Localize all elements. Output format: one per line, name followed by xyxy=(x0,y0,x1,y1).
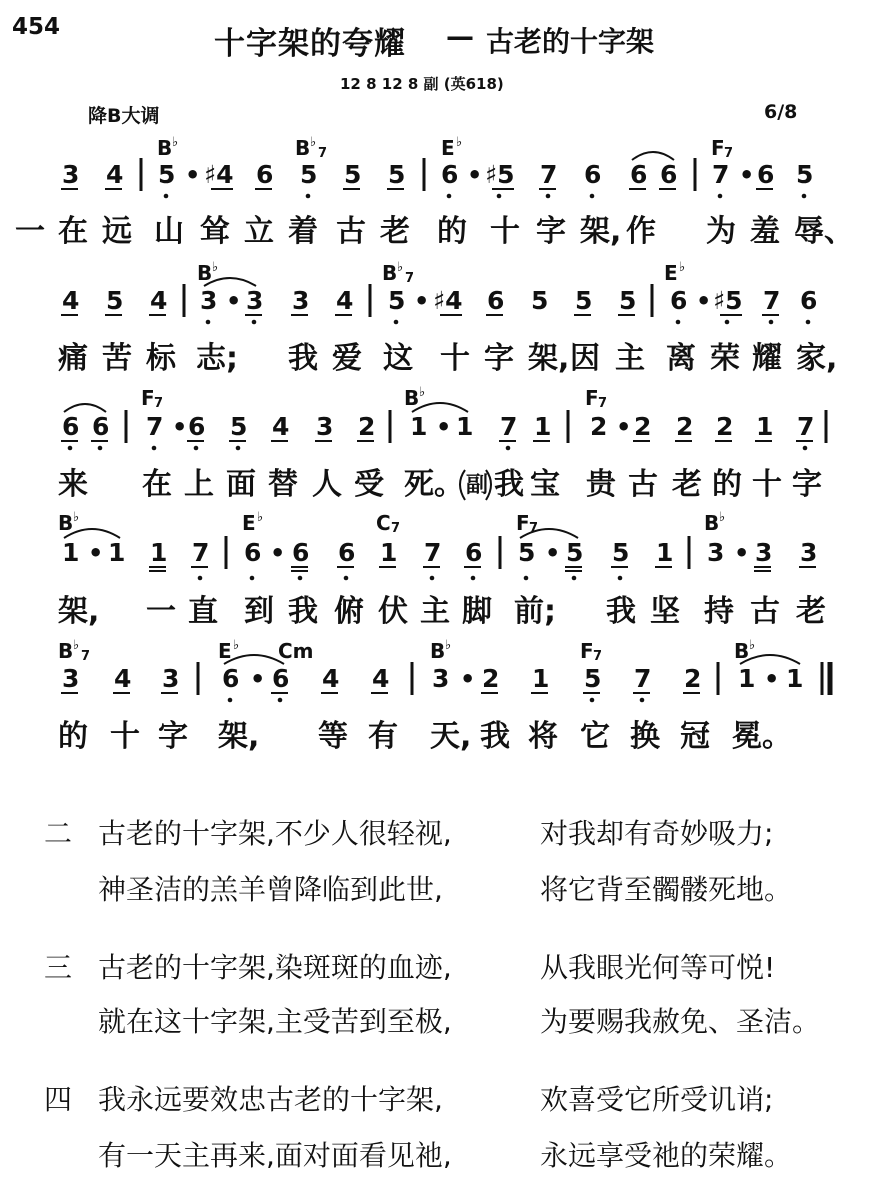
chord-symbol: B xyxy=(734,639,750,663)
svg-text:羞: 羞 xyxy=(750,214,780,249)
svg-text:来: 来 xyxy=(58,467,88,502)
svg-text:5: 5 xyxy=(531,286,549,315)
svg-text:4: 4 xyxy=(372,664,390,693)
verse-line: 神圣洁的羔羊曾降临到此世, xyxy=(98,873,443,906)
lyric-line-1 xyxy=(15,214,854,249)
octave-dots xyxy=(198,576,623,581)
hymn-subtitle: 古老的十字架 xyxy=(486,25,655,58)
svg-text:♭: ♭ xyxy=(257,510,264,525)
svg-text:7: 7 xyxy=(146,412,164,441)
svg-text:7: 7 xyxy=(405,271,415,286)
chord-symbol: F xyxy=(711,136,725,160)
svg-text:1: 1 xyxy=(410,412,428,441)
svg-text:5: 5 xyxy=(584,664,602,693)
svg-text:作: 作 xyxy=(626,214,656,249)
tie-arc xyxy=(632,152,674,160)
svg-text:一: 一 xyxy=(146,594,176,629)
note-row xyxy=(62,412,814,441)
svg-text:7: 7 xyxy=(192,538,210,567)
svg-text:2: 2 xyxy=(358,412,376,441)
svg-text:宝: 宝 xyxy=(530,467,560,502)
svg-text:受: 受 xyxy=(354,467,384,502)
svg-text:•: • xyxy=(270,539,286,567)
chord-symbol: B xyxy=(295,136,311,160)
svg-text:伏: 伏 xyxy=(378,594,408,629)
svg-text:它: 它 xyxy=(580,719,610,754)
svg-text:•: • xyxy=(764,665,780,693)
svg-text:6: 6 xyxy=(244,538,262,567)
svg-text:辱、: 辱、 xyxy=(794,214,854,249)
system-1 xyxy=(15,135,854,249)
svg-text:冕。: 冕。 xyxy=(732,719,792,754)
verse-line: 就在这十字架,主受苦到至极, xyxy=(98,1005,452,1038)
svg-text:2: 2 xyxy=(634,412,652,441)
svg-text:7: 7 xyxy=(318,146,328,161)
svg-text:1: 1 xyxy=(656,538,674,567)
svg-text:3: 3 xyxy=(707,538,725,567)
verse-line: 古老的十字架,不少人很轻视, xyxy=(98,817,452,850)
octave-dots xyxy=(164,194,807,199)
svg-text:十: 十 xyxy=(110,719,140,754)
svg-text:十: 十 xyxy=(752,467,782,502)
svg-text:2: 2 xyxy=(716,412,734,441)
svg-text:•: • xyxy=(88,539,104,567)
svg-text:•: • xyxy=(545,539,561,567)
lyric-line-3 xyxy=(58,467,822,502)
svg-text:俯: 俯 xyxy=(334,594,364,629)
svg-text:5: 5 xyxy=(575,286,593,315)
hymn-title: 十字架的夸耀 xyxy=(214,26,406,62)
svg-text:♭: ♭ xyxy=(719,510,726,525)
verse-line: 欢喜受它所受讥诮; xyxy=(540,1083,774,1116)
svg-text:6: 6 xyxy=(465,538,483,567)
svg-text:3: 3 xyxy=(246,286,264,315)
svg-text:字: 字 xyxy=(484,341,514,376)
svg-text:痛: 痛 xyxy=(58,341,88,376)
svg-text:3: 3 xyxy=(800,538,818,567)
svg-text:6: 6 xyxy=(800,286,818,315)
verse-line: 我永远要效忠古老的十字架, xyxy=(98,1083,443,1116)
svg-text:♭: ♭ xyxy=(310,135,317,150)
svg-text:等: 等 xyxy=(318,719,348,754)
svg-text:♭: ♭ xyxy=(212,260,219,275)
note-row xyxy=(62,286,817,315)
svg-text:7: 7 xyxy=(81,649,91,664)
svg-text:人: 人 xyxy=(312,467,342,502)
svg-text:十: 十 xyxy=(490,214,520,249)
chord-symbol: F xyxy=(516,511,530,535)
svg-text:古: 古 xyxy=(750,594,780,629)
svg-text:架,: 架, xyxy=(580,214,622,249)
svg-text:•: • xyxy=(467,161,483,189)
svg-text:3: 3 xyxy=(316,412,334,441)
svg-text:•: • xyxy=(436,413,452,441)
svg-text:为: 为 xyxy=(706,214,736,249)
svg-text:♯5: ♯5 xyxy=(485,160,515,189)
svg-text:古: 古 xyxy=(336,214,366,249)
svg-text:7: 7 xyxy=(529,521,539,536)
svg-text:贵: 贵 xyxy=(586,467,616,502)
svg-text:4: 4 xyxy=(322,664,340,693)
svg-text:5: 5 xyxy=(344,160,362,189)
svg-text:5: 5 xyxy=(612,538,630,567)
verse-number: 二 xyxy=(44,817,73,850)
svg-text:6: 6 xyxy=(660,160,678,189)
svg-text:6: 6 xyxy=(92,412,110,441)
svg-text:字: 字 xyxy=(792,467,822,502)
verse-number: 三 xyxy=(44,951,73,984)
time-signature: 6/8 xyxy=(764,101,798,123)
svg-text:因: 因 xyxy=(570,341,600,376)
svg-text:标: 标 xyxy=(146,341,176,376)
svg-text:5: 5 xyxy=(300,160,318,189)
svg-text:替: 替 xyxy=(268,467,298,502)
svg-text:4: 4 xyxy=(62,286,80,315)
svg-text:坚: 坚 xyxy=(650,594,680,629)
meter-info: 12 8 12 8 副 (英618) xyxy=(340,75,504,93)
svg-text:5: 5 xyxy=(230,412,248,441)
svg-text:6: 6 xyxy=(630,160,648,189)
svg-text:上: 上 xyxy=(184,467,214,502)
svg-text:7: 7 xyxy=(154,396,164,411)
svg-text:离: 离 xyxy=(666,341,696,376)
svg-text:冠: 冠 xyxy=(680,719,710,754)
svg-text:•: • xyxy=(185,161,201,189)
svg-text:着: 着 xyxy=(288,214,318,249)
svg-text:架,: 架, xyxy=(58,594,100,629)
svg-text:•: • xyxy=(734,539,750,567)
note-row xyxy=(62,664,803,693)
system-2 xyxy=(58,260,837,376)
chord-symbol: Cm xyxy=(278,639,314,663)
svg-text:持: 持 xyxy=(704,594,734,629)
svg-text:前;: 前; xyxy=(514,594,556,629)
chord-symbol: F xyxy=(585,386,599,410)
svg-text:6: 6 xyxy=(292,538,310,567)
svg-text:♭: ♭ xyxy=(397,260,404,275)
svg-text:字: 字 xyxy=(158,719,188,754)
svg-text:主: 主 xyxy=(615,341,645,376)
verse-line: 有一天主再来,面对面看见祂, xyxy=(98,1139,452,1172)
svg-text:有: 有 xyxy=(368,719,398,754)
title-dash: — xyxy=(446,20,474,53)
system-3 xyxy=(58,385,826,502)
svg-text:4: 4 xyxy=(106,160,124,189)
svg-text:7: 7 xyxy=(391,521,401,536)
svg-text:5: 5 xyxy=(106,286,124,315)
svg-text:♯4: ♯4 xyxy=(204,160,234,189)
svg-text:7: 7 xyxy=(634,664,652,693)
chord-symbol: E xyxy=(441,136,455,160)
svg-text:耀: 耀 xyxy=(752,341,782,376)
svg-text:家,: 家, xyxy=(796,341,838,376)
svg-text:的: 的 xyxy=(437,214,467,249)
svg-text:3: 3 xyxy=(292,286,310,315)
chord-symbol: B xyxy=(58,511,74,535)
svg-text:老: 老 xyxy=(380,214,410,249)
chord-symbol: B xyxy=(197,261,213,285)
svg-text:♭: ♭ xyxy=(679,260,686,275)
octave-dots xyxy=(206,320,811,325)
svg-text:立: 立 xyxy=(244,214,274,249)
hymn-number: 454 xyxy=(12,14,61,40)
svg-text:1: 1 xyxy=(532,664,550,693)
svg-text:换: 换 xyxy=(630,719,660,754)
svg-text:•: • xyxy=(250,665,266,693)
svg-text:6: 6 xyxy=(338,538,356,567)
svg-text:1: 1 xyxy=(756,412,774,441)
svg-text:山: 山 xyxy=(154,214,184,249)
svg-text:♭: ♭ xyxy=(749,638,756,653)
svg-text:志;: 志; xyxy=(196,341,238,376)
chord-symbol: E xyxy=(242,511,256,535)
svg-text:在: 在 xyxy=(58,214,88,249)
svg-text:7: 7 xyxy=(540,160,558,189)
svg-text:5: 5 xyxy=(158,160,176,189)
svg-text:♭: ♭ xyxy=(456,135,463,150)
svg-text:面: 面 xyxy=(226,467,256,502)
svg-text:7: 7 xyxy=(763,286,781,315)
chord-symbol: F xyxy=(141,386,155,410)
svg-text:4: 4 xyxy=(114,664,132,693)
chord-symbol: B xyxy=(157,136,173,160)
svg-text:6: 6 xyxy=(62,412,80,441)
chord-symbol: B xyxy=(58,639,74,663)
svg-text:3: 3 xyxy=(755,538,773,567)
svg-text:架,: 架, xyxy=(218,719,260,754)
svg-text:将: 将 xyxy=(528,719,558,754)
verse-line: 古老的十字架,染斑斑的血迹, xyxy=(98,951,452,984)
svg-text:5: 5 xyxy=(388,160,406,189)
svg-text:4: 4 xyxy=(336,286,354,315)
svg-text:3: 3 xyxy=(62,160,80,189)
svg-text:♭: ♭ xyxy=(73,510,80,525)
svg-text:4: 4 xyxy=(272,412,290,441)
svg-text:1: 1 xyxy=(456,412,474,441)
svg-text:2: 2 xyxy=(676,412,694,441)
svg-text:7: 7 xyxy=(598,396,608,411)
svg-text:1: 1 xyxy=(108,538,126,567)
key-signature: 降B大调 xyxy=(88,105,160,127)
svg-text:5: 5 xyxy=(566,538,584,567)
svg-text:荣: 荣 xyxy=(710,341,740,376)
verse-line: 从我眼光何等可悦! xyxy=(540,951,776,984)
verse-number: 四 xyxy=(44,1083,73,1116)
octave-dots xyxy=(228,698,645,703)
svg-text:•: • xyxy=(616,413,632,441)
verse-line: 将它背至髑髅死地。 xyxy=(540,873,793,906)
note-row xyxy=(62,538,817,567)
verse-line: 为要赐我赦免、圣洁。 xyxy=(540,1005,821,1038)
svg-text:1: 1 xyxy=(62,538,80,567)
svg-text:的: 的 xyxy=(712,467,742,502)
svg-text:我: 我 xyxy=(606,594,636,629)
svg-text:老: 老 xyxy=(796,594,826,629)
svg-text:到: 到 xyxy=(244,594,274,629)
svg-text:7: 7 xyxy=(500,412,518,441)
svg-text:我: 我 xyxy=(494,467,524,502)
chord-symbol: C xyxy=(376,511,391,535)
svg-text:6: 6 xyxy=(188,412,206,441)
chord-symbol: B xyxy=(404,386,420,410)
tie-arc xyxy=(412,403,468,412)
lyric-line-5 xyxy=(58,719,792,754)
svg-text:老: 老 xyxy=(672,467,702,502)
svg-text:•: • xyxy=(696,287,712,315)
svg-text:6: 6 xyxy=(222,664,240,693)
svg-text:脚: 脚 xyxy=(462,594,492,629)
svg-text:架,: 架, xyxy=(528,341,570,376)
svg-text:耸: 耸 xyxy=(200,214,230,249)
svg-text:直: 直 xyxy=(188,594,218,629)
svg-text:一: 一 xyxy=(15,214,45,249)
svg-text:7: 7 xyxy=(712,160,730,189)
svg-text:2: 2 xyxy=(684,664,702,693)
chord-symbol: B xyxy=(382,261,398,285)
svg-text:远: 远 xyxy=(102,214,132,249)
system-4 xyxy=(58,510,826,629)
svg-text:3: 3 xyxy=(200,286,218,315)
svg-text:的: 的 xyxy=(58,719,88,754)
tie-arc xyxy=(224,655,284,664)
svg-text:1: 1 xyxy=(738,664,756,693)
svg-text:•: • xyxy=(172,413,188,441)
svg-text:6: 6 xyxy=(256,160,274,189)
svg-text:6: 6 xyxy=(584,160,602,189)
svg-text:♭: ♭ xyxy=(73,638,80,653)
svg-text:6: 6 xyxy=(487,286,505,315)
svg-text:7: 7 xyxy=(424,538,442,567)
svg-text:1: 1 xyxy=(534,412,552,441)
svg-text:我: 我 xyxy=(288,594,318,629)
svg-text:苦: 苦 xyxy=(102,341,132,376)
chord-symbol: E xyxy=(218,639,232,663)
svg-text:1: 1 xyxy=(380,538,398,567)
svg-text:♯5: ♯5 xyxy=(713,286,743,315)
chord-symbol: F xyxy=(580,639,594,663)
svg-text:♭: ♭ xyxy=(172,135,179,150)
svg-text:爱: 爱 xyxy=(332,341,362,376)
svg-text:7: 7 xyxy=(724,146,734,161)
svg-text:3: 3 xyxy=(162,664,180,693)
svg-text:6: 6 xyxy=(670,286,688,315)
svg-text:我: 我 xyxy=(288,341,318,376)
svg-text:2: 2 xyxy=(482,664,500,693)
chord-symbol: B xyxy=(704,511,720,535)
svg-text:死。: 死。 xyxy=(404,467,464,502)
svg-text:5: 5 xyxy=(796,160,814,189)
tie-arc xyxy=(64,404,106,412)
svg-text:•: • xyxy=(739,161,755,189)
chord-symbol: B xyxy=(430,639,446,663)
svg-text:♯4: ♯4 xyxy=(433,286,463,315)
svg-text:6: 6 xyxy=(441,160,459,189)
svg-text:1: 1 xyxy=(150,538,168,567)
svg-text:3: 3 xyxy=(62,664,80,693)
underlines xyxy=(149,567,816,571)
svg-text:7: 7 xyxy=(797,412,815,441)
verse-line: 对我却有奇妙吸力; xyxy=(540,817,774,850)
svg-text:♭: ♭ xyxy=(445,638,452,653)
lyric-line-2 xyxy=(58,341,837,376)
svg-text:我: 我 xyxy=(480,719,510,754)
svg-text:5: 5 xyxy=(518,538,536,567)
lyric-line-4 xyxy=(58,594,826,629)
svg-text:•: • xyxy=(414,287,430,315)
svg-text:♭: ♭ xyxy=(233,638,240,653)
system-5 xyxy=(58,638,830,754)
svg-text:•: • xyxy=(460,665,476,693)
verse-line: 永远享受祂的荣耀。 xyxy=(540,1139,793,1172)
chord-symbol: E xyxy=(664,261,678,285)
svg-text:天,: 天, xyxy=(430,719,472,754)
svg-text:2: 2 xyxy=(590,412,608,441)
octave-dots xyxy=(68,446,808,451)
svg-text:6: 6 xyxy=(272,664,290,693)
svg-text:•: • xyxy=(226,287,242,315)
refrain-marker: 副 xyxy=(466,473,489,498)
svg-text:主: 主 xyxy=(420,594,450,629)
svg-text:十: 十 xyxy=(440,341,470,376)
svg-text:1: 1 xyxy=(786,664,804,693)
svg-text:♭: ♭ xyxy=(419,385,426,400)
svg-text:6: 6 xyxy=(757,160,775,189)
note-row xyxy=(62,160,813,189)
svg-text:7: 7 xyxy=(593,649,603,664)
svg-text:4: 4 xyxy=(150,286,168,315)
svg-text:古: 古 xyxy=(628,467,658,502)
svg-text:在: 在 xyxy=(142,467,172,502)
svg-text:这: 这 xyxy=(383,341,413,376)
svg-text:5: 5 xyxy=(388,286,406,315)
svg-text:3: 3 xyxy=(432,664,450,693)
svg-text:字: 字 xyxy=(536,214,566,249)
svg-text:5: 5 xyxy=(619,286,637,315)
